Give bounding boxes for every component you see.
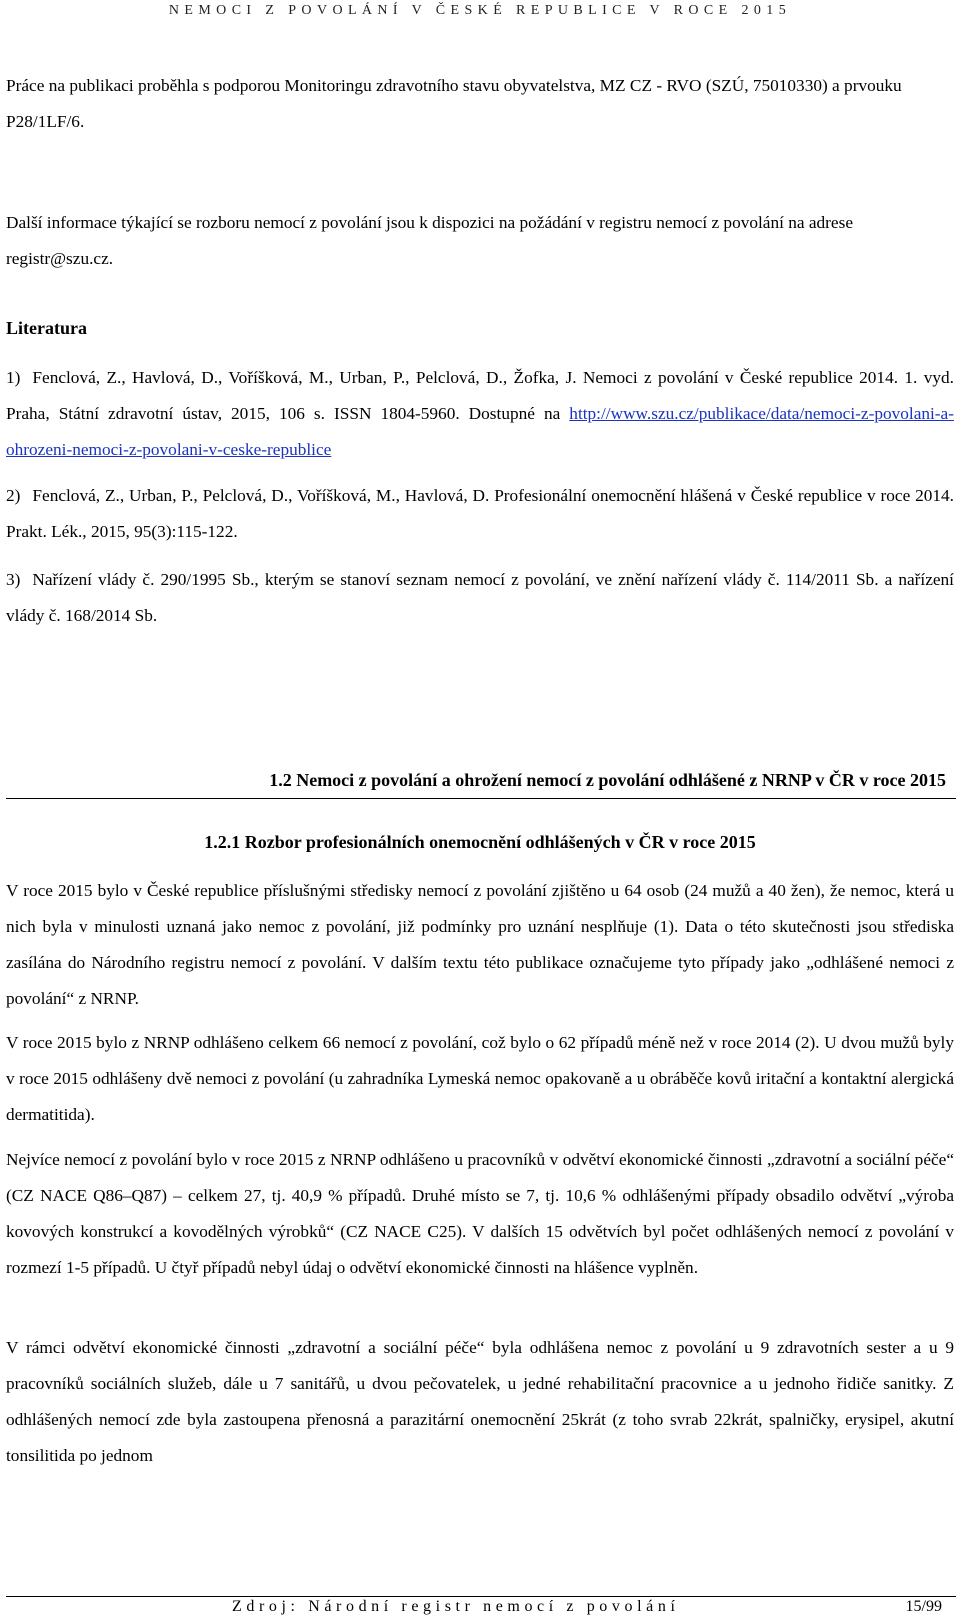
reference-text: Fenclová, Z., Havlová, D., Voříšková, M., Urban, P., Pelclová, D., Žofka, J. Nemoci z povolání v České republice 2014. 1. vyd. Praha, Státní zdravotní ústav, 2015, 106 s. ISSN 1804-5960. Dostupné na <box>6 368 954 423</box>
support-note: Práce na publikaci proběhla s podporou Monitoringu zdravotního stavu obyvatelstva, MZ CZ - RVO (SZÚ, 75010330) a prvouku P28/1LF/6. <box>6 76 902 131</box>
reference-link[interactable]: http://www.szu.cz/publikace/data/nemoci-z-povolani-a-ohrozeni-nemoci-z-povolani-v-ceske-republice <box>6 404 954 459</box>
body-paragraph: V roce 2015 bylo z NRNP odhlášeno celkem 66 nemocí z povolání, což bylo o 62 případů méně než v roce 2014 (2). U dvou mužů byly v roce 2015 odhlášeny dvě nemoci z povolání (u zahradníka Lymeská nemoc opakovaně a u obráběče kovů iritační a kontaktní alergická dermatitida). <box>6 1033 954 1124</box>
body-paragraph: Nejvíce nemocí z povolání bylo v roce 2015 z NRNP odhlášeno u pracovníků v odvětví ekonomické činnosti „zdravotní a sociální péče“ (CZ NACE Q86–Q87) – celkem 27, tj. 40,9 % případů. Druhé místo se 7, tj. 10,6 % odhlášenými případy obsadilo odvětví „výroba kovových konstrukcí a kovodělných výrobků“ (CZ NACE C25). V dalších 15 odvětvích byl počet odhlášených nemocí z povolání v rozmezí 1-5 případů. U čtyř případů nebyl údaj o odvětví ekonomické činnosti na hlášence vyplněn. <box>6 1150 954 1277</box>
footer-rule <box>6 1596 956 1597</box>
reference-text: Nařízení vlády č. 290/1995 Sb., kterým se stanoví seznam nemocí z povolání, ve znění nařízení vlády č. 114/2011 Sb. a nařízení vlády č. 168/2014 Sb. <box>6 570 954 625</box>
section-heading-1-2: 1.2 Nemoci z povolání a ohrožení nemocí z povolání odhlášené z NRNP v ČR v roce 2015 <box>269 770 946 790</box>
reference-text: Fenclová, Z., Urban, P., Pelclová, D., Voříšková, M., Havlová, D. Profesionální onemocnění hlášená v České republice v roce 2014. Prakt. Lék., 2015, 95(3):115-122. <box>6 486 954 541</box>
reference-item-2 <box>6 478 954 550</box>
body-paragraph: V rámci odvětví ekonomické činnosti „zdravotní a sociální péče“ byla odhlášena nemoc z povolání u 9 zdravotních sester a u 9 pracovníků sociálních služeb, dále u 7 sanitářů, u dvou pečovatelek, u jedné rehabilitační pracovnice a u jednoho řidiče sanitky. Z odhlášených nemocí zde byla zastoupena přenosná a parazitární onemocnění 25krát (z toho svrab 22krát, spalničky, erysipel, akutní tonsilitida po jednom <box>6 1338 954 1465</box>
footer-source: Zdroj: Národní registr nemocí z povolání <box>232 1598 680 1615</box>
subsection-heading-1-2-1: 1.2.1 Rozbor profesionálních onemocnění odhlášených v ČR v roce 2015 <box>204 832 756 852</box>
heading-rule <box>6 798 956 799</box>
reference-number: 3) <box>6 570 21 589</box>
running-header: NEMOCI Z POVOLÁNÍ V ČESKÉ REPUBLICE V ROCE 2015 <box>168 3 792 18</box>
page-number: 15/99 <box>905 1598 942 1615</box>
reference-number: 1) <box>6 368 21 387</box>
reference-item-3 <box>6 562 954 634</box>
literature-heading: Literatura <box>6 318 87 338</box>
reference-number: 2) <box>6 486 21 505</box>
reference-item-1 <box>6 360 954 468</box>
info-note: Další informace týkající se rozboru nemocí z povolání jsou k dispozici na požádání v registru nemocí z povolání na adrese registr@szu.cz. <box>6 213 853 268</box>
body-paragraph: V roce 2015 bylo v České republice příslušnými středisky nemocí z povolání zjištěno u 64 osob (24 mužů a 40 žen), že nemoc, která u nich byla v minulosti uznaná jako nemoc z povolání, již podmínky pro uznání nesplňuje (1). Data o této skutečnosti jsou střediska zasílána do Národního registru nemocí z povolání. V dalším textu této publikace označujeme tyto případy jako „odhlášené nemoci z povolání“ z NRNP. <box>6 881 954 1008</box>
